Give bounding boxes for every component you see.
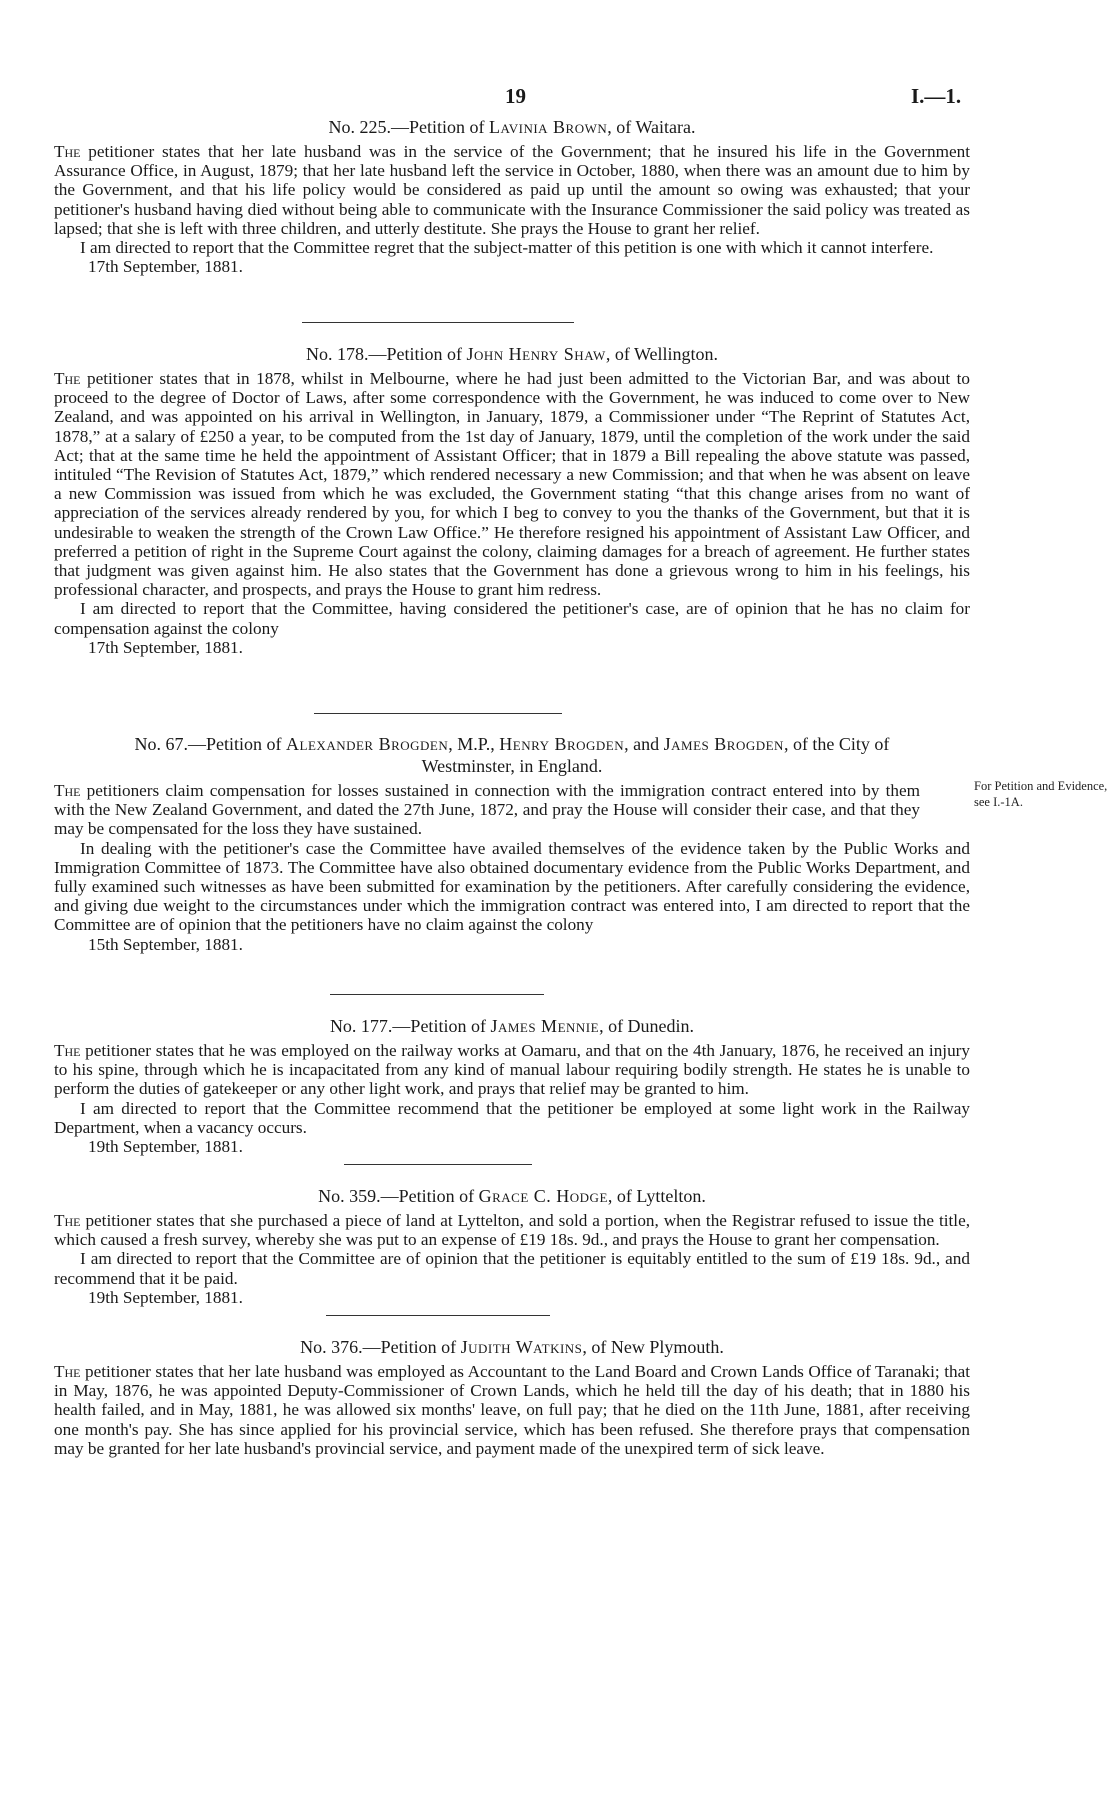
petition-title: No. 225.—Petition of Lavinia Brown, of Waitara. <box>328 117 696 137</box>
petition-body: The petitioner states that she purchased a piece of land at Lyttelton, and sold a portion, when the Registrar refused to issue the title, which caused a fresh survey, whereby she was put to an expense of £19 18s. 9d., and prays the House to grant her compensation. <box>54 1211 970 1250</box>
report-date: 15th September, 1881. <box>88 934 243 954</box>
petition-body: The petitioners claim compensation for losses sustained in connection with the immigration contract entered into by them with the New Zealand Government, and dated the 27th June, 1872, and pray the House will consider their case, and that they may be compensated for the loss they have sustained. <box>54 781 920 839</box>
page-number: 19 <box>505 84 526 108</box>
petition-67 <box>54 733 970 955</box>
petition-body: The petitioner states that in 1878, whilst in Melbourne, where he had just been admitted to the Victorian Bar, and was about to proceed to the degree of Doctor of Laws, after some correspondence with the Government, he was induced to come over to New Zealand, and was appointed on his arrival in Wellington, in January, 1879, a Commissioner under “The Reprint of Statutes Act, 1878,” at a salary of £250 a year, to be computed from the 1st day of January, 1879, until the completion of the work under the said Act; that at the same time he held the appointment of Assistant Officer; that in 1879 a Bill repealing the above statute was passed, intituled “The Revision of Statutes Act, 1879,” which rendered necessary a new Commission; and that when he was absent on leave a new Commission was issued from which he was excluded, the Government stating “that this change arises from no want of appreciation of the services already rendered by you, for which I beg to convey to you the thanks of the Government, but that it is undesirable to weaken the strength of the Crown Law Office.” He therefore resigned his appointment of Assistant Law Officer, and preferred a petition of right in the Supreme Court against the colony, claiming damages for a breach of agreement. He further states that judgment was given against him. He also states that the Government has done a grievous wrong to him in his feelings, his professional character, and prospects, and prays the House to grant him redress. <box>54 369 970 600</box>
committee-report: I am directed to report that the Committee, having considered the petitioner's case, are of opinion that he has no claim for compensation against the colony <box>54 599 970 638</box>
report-date: 19th September, 1881. <box>88 1287 243 1307</box>
petition-body: The petitioner states that he was employed on the railway works at Oamaru, and that on the 4th January, 1876, he received an injury to his spine, through which he is incapacitated from any kind of manual labour requiring bodily strength. He states he is unable to perform the duties of gatekeeper or any other light work, and prays that relief may be granted to him. <box>54 1041 970 1099</box>
committee-report: I am directed to report that the Committee regret that the subject-matter of this petition is one with which it cannot interfere. <box>80 238 934 258</box>
petition-177 <box>54 1015 970 1157</box>
report-date: 17th September, 1881. <box>88 257 243 277</box>
committee-report: I am directed to report that the Committee are of opinion that the petitioner is equitably entitled to the sum of £19 18s. 9d., and recommend that it be paid. <box>54 1249 970 1288</box>
section-divider <box>330 994 544 995</box>
committee-report: I am directed to report that the Committee recommend that the petitioner be employed at some light work in the Railway Department, when a vacancy occurs. <box>54 1098 970 1137</box>
petition-359 <box>54 1185 970 1308</box>
petition-title: No. 359.—Petition of Grace C. Hodge, of Lyttelton. <box>318 1186 706 1206</box>
report-date: 19th September, 1881. <box>88 1137 243 1157</box>
section-divider <box>344 1164 532 1165</box>
document-reference: I.—1. <box>911 84 962 108</box>
petition-title: No. 376.—Petition of Judith Watkins, of New Plymouth. <box>300 1337 724 1357</box>
margin-note: For Petition and Evidence, see I.-1A. <box>974 779 1108 809</box>
page-header <box>0 84 1114 114</box>
section-divider <box>302 322 574 323</box>
section-divider <box>326 1315 550 1316</box>
petition-title: No. 67.—Petition of Alexander Brogden, M.P., Henry Brogden, and James Brogden, of the City of Westminster, in England. <box>134 734 890 776</box>
petition-body: The petitioner states that her late husband was in the service of the Government; that he insured his life in the Government Assurance Office, in August, 1879; that her late husband left the service in October, 1880, when there was an amount due to him by the Government, and that his life policy would be considered as paid up until the amount so owing was exhausted; that your petitioner's husband having died without being able to communicate with the Insurance Commissioner the said policy was treated as lapsed; that she is left with three children, and utterly destitute. She prays the House to grant her relief. <box>54 142 970 238</box>
petition-225 <box>54 116 970 277</box>
petition-178 <box>54 343 970 658</box>
committee-report: In dealing with the petitioner's case the Committee have availed themselves of the evidence taken by the Public Works and Immigration Committee of 1873. The Committee have also obtained documentary evidence from the Public Works Department, and fully examined such witnesses as have been submitted for examination by the petitioners. After carefully considering the evidence, and giving due weight to the circumstances under which the immigration contract was entered into, I am directed to report that the Committee are of opinion that the petitioners have no claim against the colony <box>54 838 970 935</box>
petition-body: The petitioner states that her late husband was employed as Accountant to the Land Board and Crown Lands Office of Taranaki; that in May, 1876, he was appointed Deputy-Commissioner of Crown Lands, which he held till the day of his death; that in 1880 his health failed, and in May, 1881, he was allowed six months' leave, on full pay; that he died on the 11th June, 1881, after receiving one month's pay. She has since applied for his provincial service, which has been refused. She therefore prays that compensation may be granted for her late husband's provincial service, and payment made of the unexpired term of sick leave. <box>54 1362 970 1458</box>
section-divider <box>314 713 562 714</box>
petition-376 <box>54 1336 970 1458</box>
report-date: 17th September, 1881. <box>88 637 243 657</box>
petition-title: No. 177.—Petition of James Mennie, of Dunedin. <box>329 1016 695 1036</box>
petition-title: No. 178.—Petition of John Henry Shaw, of Wellington. <box>305 344 719 364</box>
